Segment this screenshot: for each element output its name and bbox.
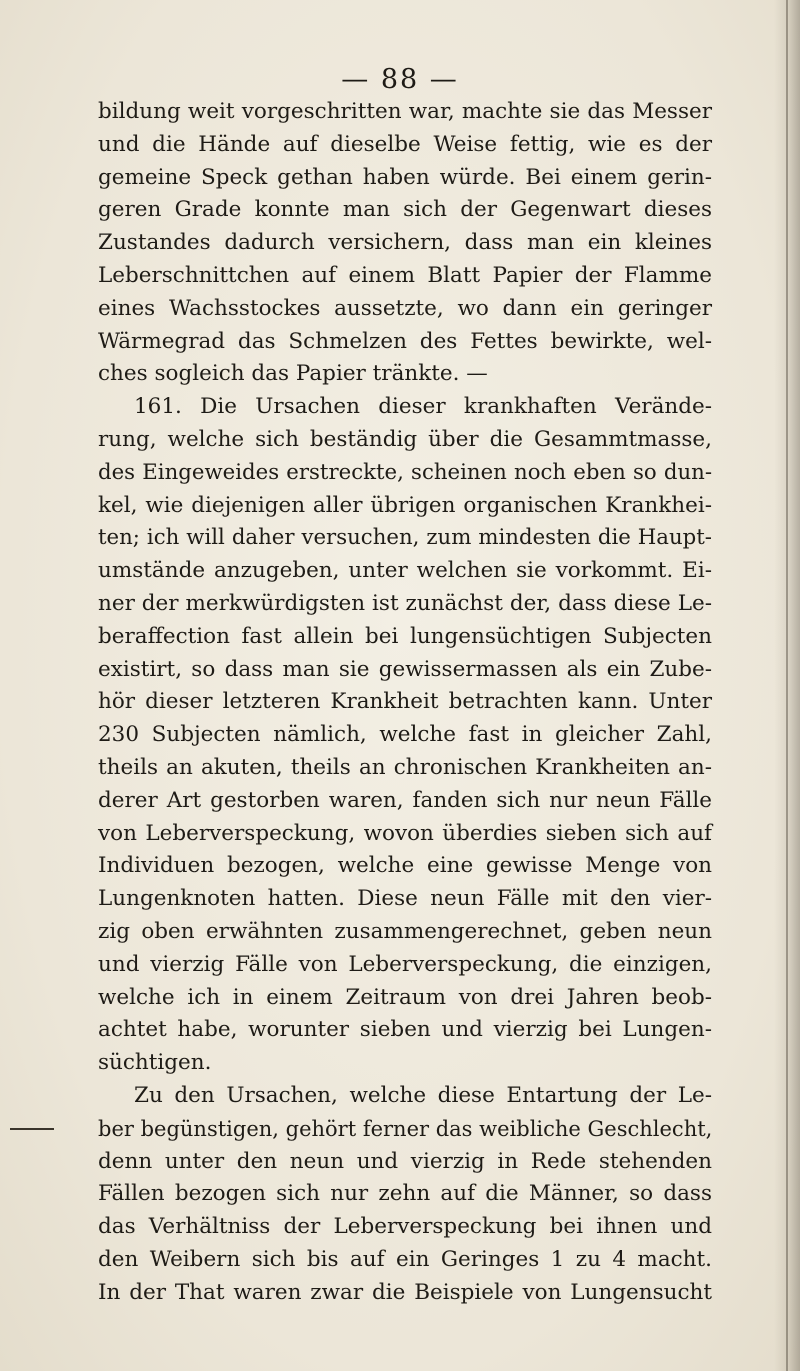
text-line: ches sogleich das Papier tränkte. — — [98, 361, 488, 387]
text-line: hör dieser letzteren Krankheit betrachten kann. Unter — [98, 689, 712, 715]
text-line: zig oben erwähnten zusammengerechnet, geben neun — [98, 918, 712, 944]
text-line: kel, wie diejenigen aller übrigen organischen Krankhei- — [98, 492, 712, 518]
text-line: Wärmegrad das Schmelzen des Fettes bewirkte, wel- — [98, 328, 712, 354]
binding-edge — [786, 0, 788, 1371]
text-line: Zustandes dadurch versichern, dass man ein kleines — [98, 230, 712, 256]
text-line: Individuen bezogen, welche eine gewisse Menge von — [98, 853, 712, 879]
text-line: des Eingeweides erstreckte, scheinen noch eben so dun- — [98, 459, 712, 485]
text-line: ber begünstigen, gehört ferner das weibliche Geschlecht, — [98, 1116, 713, 1141]
text-line: und die Hände auf dieselbe Weise fettig, wie es der — [98, 131, 712, 157]
text-line: achtet habe, worunter sieben und vierzig bei Lungen- — [98, 1017, 712, 1043]
margin-mark — [10, 1128, 54, 1130]
page-number-header: — 88 — — [341, 64, 459, 95]
text-line: den Weibern sich bis auf ein Geringes 1 zu 4 macht. — [98, 1246, 712, 1272]
text-line: 161. Die Ursachen dieser krankhaften Verände- — [134, 394, 712, 420]
text-line: das Verhältniss der Leberverspeckung bei ihnen und — [98, 1214, 712, 1240]
text-line: In der That waren zwar die Beispiele von Lungensucht — [98, 1279, 712, 1305]
text-line: bildung weit vorgeschritten war, machte sie das Messer — [98, 99, 712, 124]
text-line: eines Wachsstockes aussetzte, wo dann ein geringer — [98, 295, 712, 321]
text-line: existirt, so dass man sie gewissermassen als ein Zube- — [98, 656, 712, 682]
text-line: beraffection fast allein bei lungensüchtigen Subjecten — [98, 623, 712, 649]
body-text — [98, 96, 712, 1309]
text-line: denn unter den neun und vierzig in Rede stehenden — [98, 1148, 712, 1174]
text-line: ten; ich will daher versuchen, zum mindesten die Haupt- — [98, 525, 712, 551]
text-line: 230 Subjecten nämlich, welche fast in gleicher Zahl, — [98, 722, 712, 748]
text-line: gemeine Speck gethan haben würde. Bei einem gerin- — [98, 164, 712, 190]
text-line: Zu den Ursachen, welche diese Entartung der Le- — [134, 1082, 712, 1108]
text-line: umstände anzugeben, unter welchen sie vorkommt. Ei- — [98, 558, 712, 584]
text-line: derer Art gestorben waren, fanden sich nur neun Fälle — [98, 787, 712, 813]
text-line: süchtigen. — [98, 1050, 212, 1076]
text-line: ner der merkwürdigsten ist zunächst der, dass diese Le- — [98, 590, 712, 616]
text-line: Leberschnittchen auf einem Blatt Papier der Flamme — [98, 262, 712, 288]
text-line: Fällen bezogen sich nur zehn auf die Männer, so dass — [98, 1181, 712, 1207]
text-line: von Leberverspeckung, wovon überdies sieben sich auf — [98, 820, 712, 846]
text-line: und vierzig Fälle von Leberverspeckung, die einzigen, — [98, 951, 712, 977]
text-line: geren Grade konnte man sich der Gegenwart dieses — [98, 197, 712, 223]
text-line: Lungenknoten hatten. Diese neun Fälle mit den vier- — [98, 886, 712, 912]
text-line: welche ich in einem Zeitraum von drei Jahren beob- — [98, 984, 712, 1010]
text-line: theils an akuten, theils an chronischen Krankheiten an- — [98, 754, 712, 780]
text-line: rung, welche sich beständig über die Gesammtmasse, — [98, 426, 712, 452]
